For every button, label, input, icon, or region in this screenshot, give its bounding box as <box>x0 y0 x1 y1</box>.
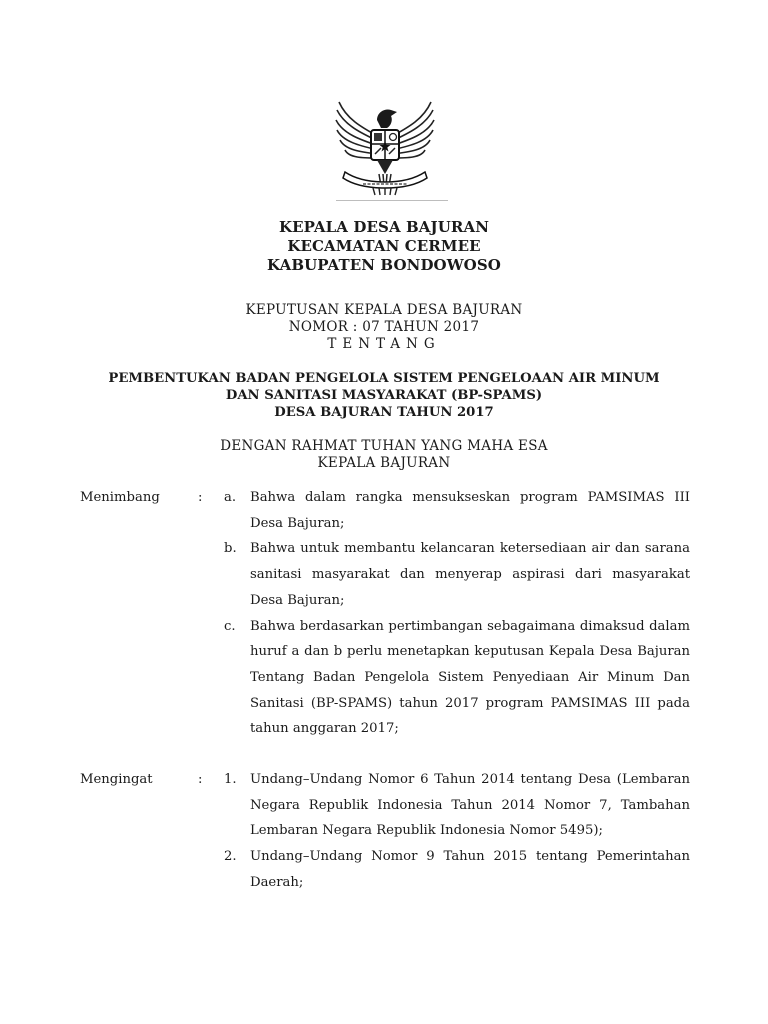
decree-about: TENTANG <box>327 336 441 352</box>
subject-line-3: DESA BAJURAN TAHUN 2017 <box>274 405 494 420</box>
menimbang-item <box>80 485 690 536</box>
issuer-line-3: KABUPATEN BONDOWOSO <box>267 256 501 274</box>
decree-title: KEPUTUSAN KEPALA DESA BAJURAN <box>245 302 523 318</box>
issuer-header <box>0 218 768 275</box>
item-marker: b. <box>224 541 237 557</box>
subject-line-2: DAN SANITASI MASYARAKAT (BP-SPAMS) <box>225 388 543 403</box>
item-marker: c. <box>224 618 236 634</box>
item-text: Undang–Undang Nomor 9 Tahun 2015 tentang Pemerintahan Daerah; <box>250 849 690 890</box>
garuda-pancasila-emblem-icon <box>333 98 437 198</box>
mengingat-label: Mengingat <box>80 772 153 787</box>
item-marker: 1. <box>224 772 237 787</box>
menimbang-section <box>80 485 690 742</box>
mengingat-item <box>80 844 690 895</box>
invocation <box>0 438 768 472</box>
mengingat-section <box>80 767 690 896</box>
emblem-divider <box>336 200 448 201</box>
mengingat-item <box>80 767 690 844</box>
mengingat-colon: : <box>198 772 203 787</box>
item-marker: 2. <box>224 849 237 865</box>
subject-line-1: PEMBENTUKAN BADAN PENGELOLA SISTEM PENGELOAAN AIR MINUM <box>108 371 660 386</box>
item-marker: a. <box>224 490 237 505</box>
decree-number: NOMOR : 07 TAHUN 2017 <box>288 319 480 335</box>
invocation-line-2: KEPALA BAJURAN <box>317 455 451 471</box>
menimbang-item <box>80 614 690 743</box>
issuer-line-1: KEPALA DESA BAJURAN <box>278 218 490 236</box>
menimbang-colon: : <box>198 490 203 505</box>
item-text: Bahwa untuk membantu kelancaran ketersediaan air dan sarana sanitasi masyarakat dan menyerap aspirasi dari masyarakat Desa Bajuran; <box>250 541 690 608</box>
decree-subject <box>0 370 768 421</box>
menimbang-label: Menimbang <box>80 490 160 505</box>
decree-heading <box>0 302 768 353</box>
item-text: Bahwa berdasarkan pertimbangan sebagaimana dimaksud dalam huruf a dan b perlu menetapkan keputusan Kepala Desa Bajuran Tentang Badan Pengelola Sistem Penyediaan Air Minum Dan Sanitasi (BP-SPAMS) tahun 2017 program PAMSIMAS III pada tahun anggaran 2017; <box>250 618 690 737</box>
item-text: Bahwa dalam rangka mensukseskan program PAMSIMAS III Desa Bajuran; <box>250 490 690 531</box>
item-text: Undang–Undang Nomor 6 Tahun 2014 tentang Desa (Lembaran Negara Republik Indonesia Tahun 2014 Nomor 7, Tambahan Lembaran Negara Republik Indonesia Nomor 5495); <box>250 772 690 839</box>
issuer-line-2: KECAMATAN CERMEE <box>287 237 481 255</box>
menimbang-item <box>80 536 690 613</box>
invocation-line-1: DENGAN RAHMAT TUHAN YANG MAHA ESA <box>220 438 548 454</box>
